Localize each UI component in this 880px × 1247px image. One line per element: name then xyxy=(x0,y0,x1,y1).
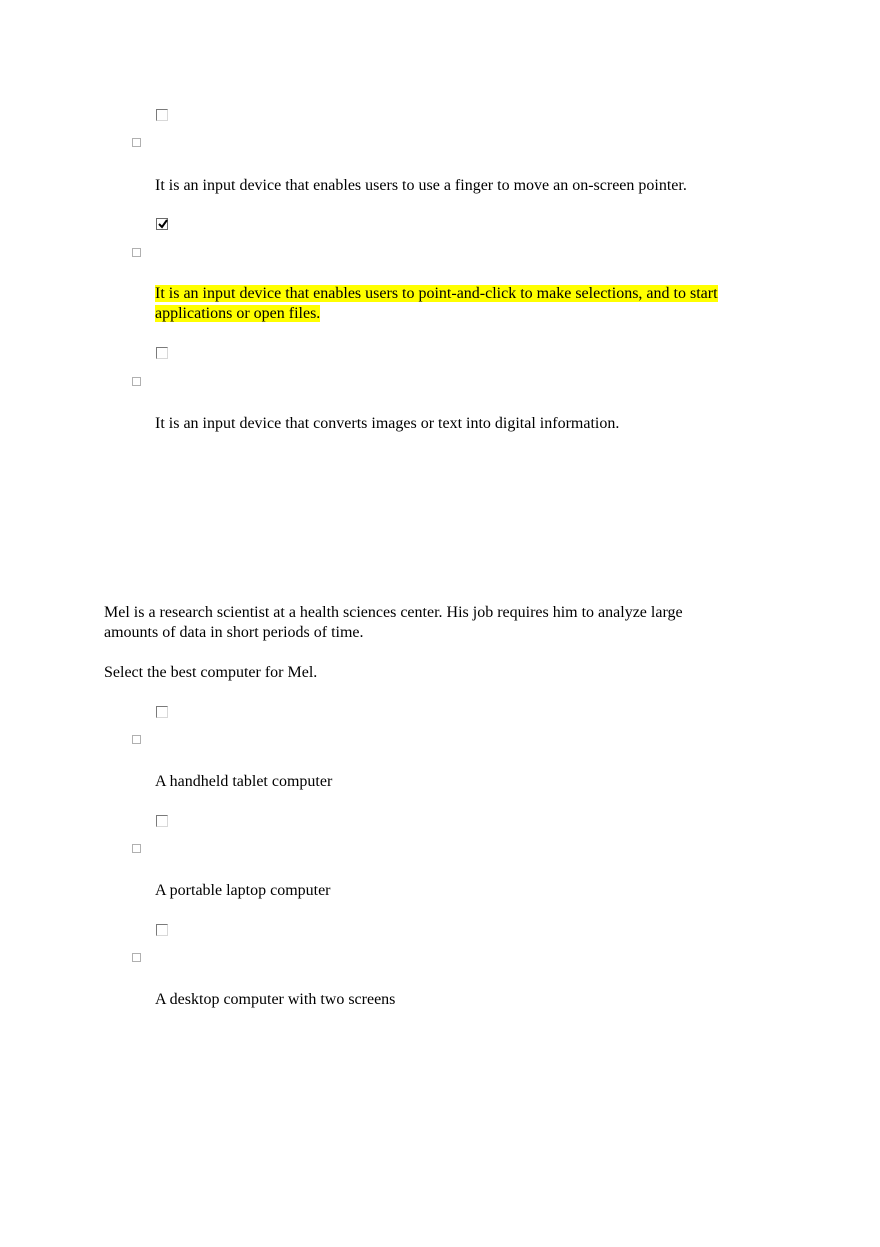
checkmark-icon xyxy=(157,218,169,230)
q2-prompt-line2: amounts of data in short periods of time. xyxy=(104,624,364,641)
q2-prompt-line1: Mel is a research scientist at a health sciences center. His job requires him to analyze large xyxy=(104,604,683,621)
q1-option2-text-line1 xyxy=(155,284,718,304)
q2-option3-radio-marker[interactable] xyxy=(132,953,141,962)
q2-option3-text: A desktop computer with two screens xyxy=(155,991,396,1008)
q2-instruction: Select the best computer for Mel. xyxy=(104,664,318,681)
q2-option3-checkbox[interactable] xyxy=(156,924,168,936)
q2-option2-text: A portable laptop computer xyxy=(155,882,331,899)
q1-option2-text-line2 xyxy=(155,304,320,324)
q2-option1-radio-marker[interactable] xyxy=(132,735,141,744)
q1-option2-checkbox[interactable] xyxy=(156,218,168,230)
q1-option3-text: It is an input device that converts images or text into digital information. xyxy=(155,415,620,432)
q1-option3-checkbox[interactable] xyxy=(156,347,168,359)
q2-option1-text: A handheld tablet computer xyxy=(155,773,333,790)
q2-option1-checkbox[interactable] xyxy=(156,706,168,718)
q1-option2-radio-marker[interactable] xyxy=(132,248,141,257)
q1-option1-text: It is an input device that enables users to use a finger to move an on-screen pointer. xyxy=(155,177,687,194)
q1-option1-radio-marker[interactable] xyxy=(132,138,141,147)
q2-option2-radio-marker[interactable] xyxy=(132,844,141,853)
q1-option1-checkbox[interactable] xyxy=(156,109,168,121)
q1-option2-highlight-line1: It is an input device that enables users to point-and-click to make selections, and to start xyxy=(155,285,718,302)
q2-option2-checkbox[interactable] xyxy=(156,815,168,827)
q1-option2-highlight-line2: applications or open files. xyxy=(155,305,321,322)
q1-option3-radio-marker[interactable] xyxy=(132,377,141,386)
